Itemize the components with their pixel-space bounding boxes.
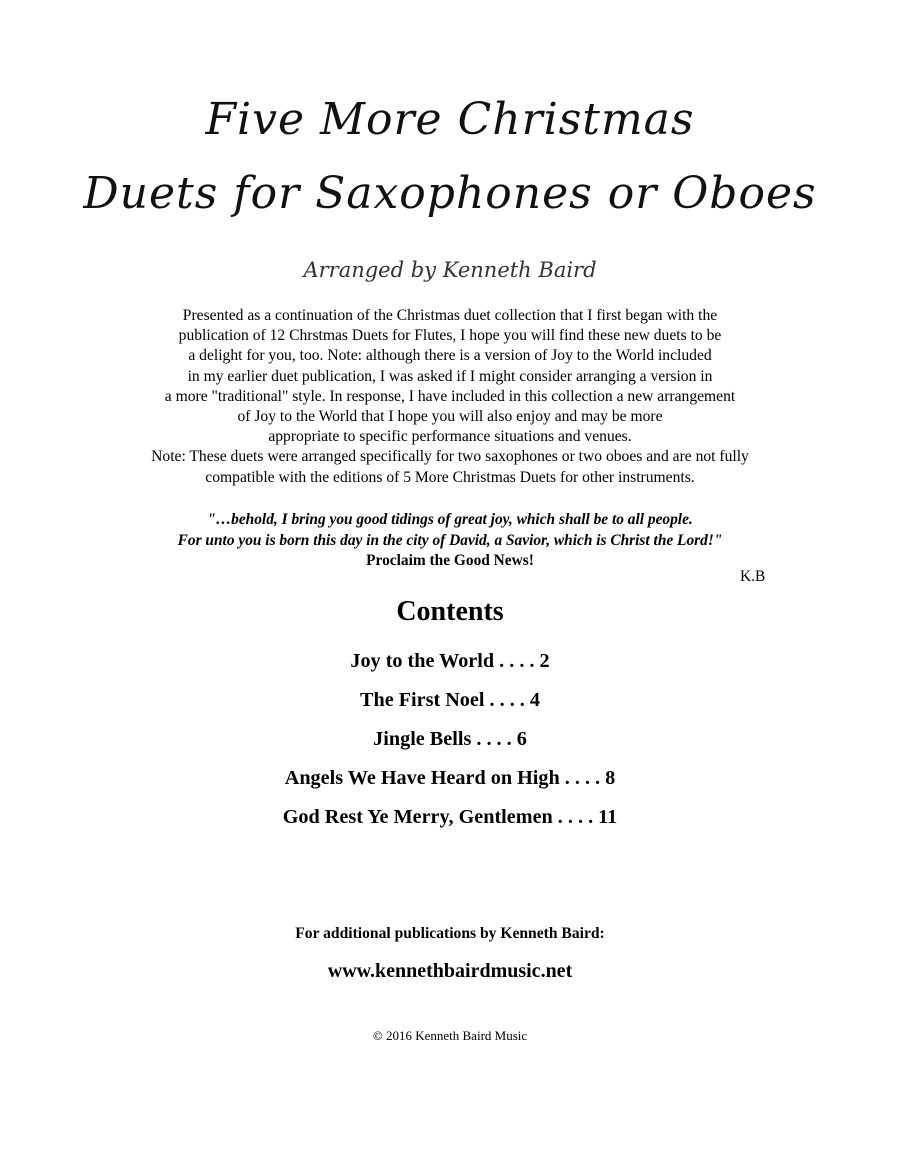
toc-item: Joy to the World . . . . 2 bbox=[350, 650, 550, 672]
intro-line: publication of 12 Chrstmas Duets for Flutes, I hope you will find these new duets to be bbox=[178, 327, 722, 345]
author-initials: K.B bbox=[740, 568, 766, 585]
intro-line: compatible with the editions of 5 More Christmas Duets for other instruments. bbox=[205, 468, 695, 486]
intro-line: Note: These duets were arranged specifically for two saxophones or two oboes and are not fully bbox=[151, 448, 749, 466]
quote-line-2: For unto you is born this day in the city of David, a Savior, which is Christ the Lord!" bbox=[177, 531, 723, 549]
additional-publications-note: For additional publications by Kenneth Baird: bbox=[295, 925, 605, 942]
intro-paragraph bbox=[120, 306, 780, 488]
table-of-contents bbox=[0, 648, 900, 843]
copyright-notice: © 2016 Kenneth Baird Music bbox=[372, 1028, 528, 1043]
toc-item: The First Noel . . . . 4 bbox=[360, 689, 540, 711]
quote-line-3: Proclaim the Good News! bbox=[366, 552, 534, 569]
intro-line: appropriate to specific performance situations and venues. bbox=[268, 428, 632, 446]
intro-line: Presented as a continuation of the Christmas duet collection that I first began with the bbox=[182, 307, 718, 324]
title-line-1: Five More Christmas bbox=[205, 94, 695, 145]
intro-line: a more "traditional" style. In response, I have included in this collection a new arrangement bbox=[164, 387, 736, 405]
intro-line: of Joy to the World that I hope you will also enjoy and may be more bbox=[237, 408, 663, 426]
contents-heading: Contents bbox=[396, 596, 504, 627]
arranger-credit: Arranged by Kenneth Baird bbox=[303, 258, 597, 282]
toc-item: God Rest Ye Merry, Gentlemen . . . . 11 bbox=[282, 806, 618, 828]
scripture-quote bbox=[100, 510, 800, 572]
toc-item: Jingle Bells . . . . 6 bbox=[373, 728, 527, 750]
toc-item: Angels We Have Heard on High . . . . 8 bbox=[284, 767, 616, 789]
quote-line-1: "…behold, I bring you good tidings of great joy, which shall be to all people. bbox=[207, 511, 693, 528]
title-line-2: Duets for Saxophones or Oboes bbox=[83, 168, 817, 219]
website-link[interactable]: www.kennethbairdmusic.net bbox=[327, 960, 573, 982]
intro-line: a delight for you, too. Note: although there is a version of Joy to the World included bbox=[188, 347, 712, 365]
intro-line: in my earlier duet publication, I was asked if I might consider arranging a version in bbox=[187, 367, 713, 385]
